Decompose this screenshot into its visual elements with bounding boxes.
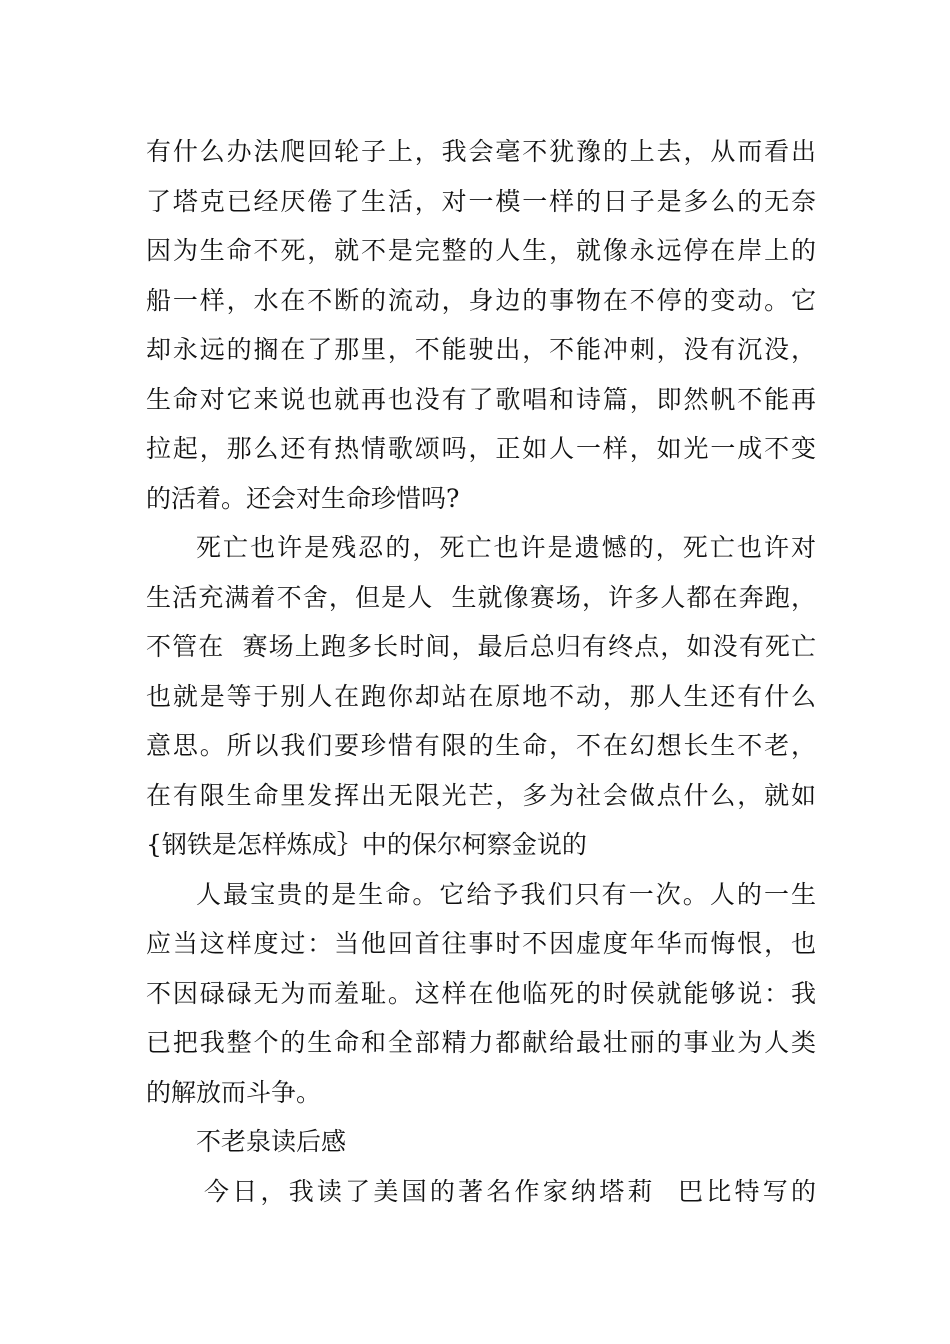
text-line: 的活着。还会对生命珍惜吗? [146, 483, 460, 513]
text-line: 的解放而斗争。 [146, 1077, 322, 1107]
paragraph [146, 127, 816, 523]
text-line: 了塔克已经厌倦了生活，对一模一样的日子是多么的无奈 [146, 186, 816, 216]
text-line: 因为生命不死，就不是完整的人生，就像永远停在岸上的 [146, 236, 816, 265]
paragraph [146, 870, 816, 1118]
heading-text: 不老泉读后感 [196, 1127, 347, 1156]
text-line: 在有限生命里发挥出无限光芒，多为社会做点什么，就如 [146, 780, 816, 810]
text-line: 已把我整个的生命和全部精力都献给最壮丽的事业为人类 [146, 1028, 816, 1057]
text-line: 不管在 赛场上跑多长时间，最后总归有终点，如没有死亡 [146, 632, 816, 661]
text-line: {钢铁是怎样炼成｝中的保尔柯察金说的 [146, 830, 587, 859]
document-body [146, 127, 816, 1216]
text-line: 人最宝贵的是生命。它给予我们只有一次。人的一生 [196, 879, 816, 909]
text-line: 应当这样度过：当他回首往事时不因虚度年华而悔恨，也 [146, 929, 816, 958]
text-line: 也就是等于别人在跑你却站在原地不动，那人生还有什么 [146, 681, 816, 711]
text-line: 死亡也许是残忍的，死亡也许是遗憾的，死亡也许对 [196, 533, 816, 562]
section-heading [146, 1117, 816, 1167]
text-line: 意思。所以我们要珍惜有限的生命，不在幻想长生不老， [146, 731, 816, 760]
paragraph [146, 1167, 816, 1217]
text-line: 生活充满着不舍，但是人 生就像赛场，许多人都在奔跑， [146, 582, 816, 612]
text-line: 今日，我读了美国的著名作家纳塔莉 巴比特写的 [204, 1176, 816, 1206]
text-line: 船一样，水在不断的流动，身边的事物在不停的变动。它 [146, 285, 816, 315]
paragraph [146, 523, 816, 870]
text-line: 生命对它来说也就再也没有了歌唱和诗篇，即然帆不能再 [146, 384, 816, 414]
text-line: 不因碌碌无为而羞耻。这样在他临死的时侯就能够说：我 [146, 978, 816, 1008]
text-line: 有什么办法爬回轮子上，我会毫不犹豫的上去，从而看出 [146, 137, 816, 166]
text-line: 拉起，那么还有热情歌颂吗，正如人一样，如光一成不变 [146, 434, 816, 463]
text-line: 却永远的搁在了那里，不能驶出，不能冲刺，没有沉没， [146, 335, 816, 364]
